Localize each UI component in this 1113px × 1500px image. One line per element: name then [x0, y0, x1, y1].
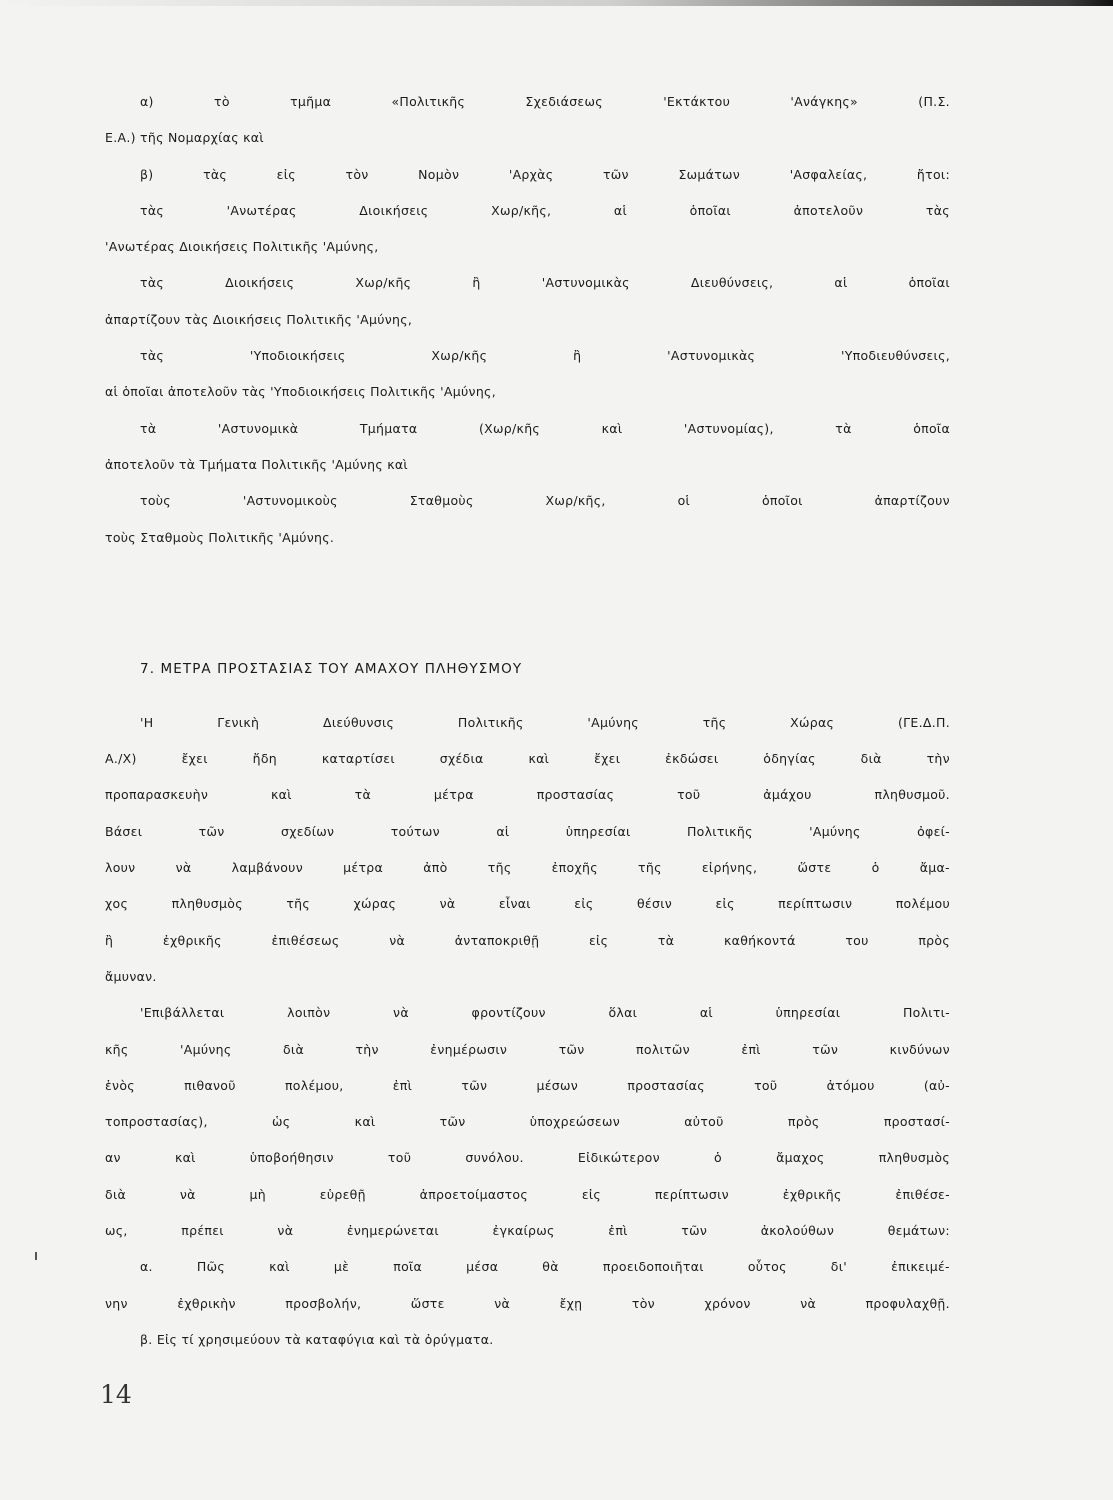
scan-mark: [35, 1252, 37, 1260]
text-line: ἢ ἐχθρικῆς ἐπιθέσεως νὰ ἀνταποκριθῇ εἰς τὰ καθήκοντά του πρὸς: [105, 932, 950, 948]
text-line: διὰ νὰ μὴ εὑρεθῇ ἀπροετοίμαστος εἰς περίπτωσιν ἐχθρικῆς ἐπιθέσε-: [105, 1186, 950, 1202]
text-line: α) τὸ τμῆμα «Πολιτικῆς Σχεδιάσεως 'Εκτάκτου 'Ανάγκης» (Π.Σ.: [140, 94, 950, 109]
list-item-a: α. Πῶς καὶ μὲ ποῖα μέσα θὰ προειδοποιῆται οὗτος δι' ἐπικειμέ-: [140, 1259, 950, 1275]
text-line: τοὺς Σταθμοὺς Πολιτικῆς 'Αμύνης.: [105, 529, 335, 545]
text-line: αν καὶ ὑποβοήθησιν τοῦ συνόλου. Εἰδικώτερον ὁ ἄμαχος πληθυσμὸς: [105, 1150, 950, 1166]
text-line: προπαρασκευὴν καὶ τὰ μέτρα προστασίας τοῦ ἀμάχου πληθυσμοῦ.: [105, 787, 950, 803]
text-line: τὰς Διοικήσεις Χωρ/κῆς ἢ 'Αστυνομικὰς Διευθύνσεις, αἱ ὁποῖαι: [140, 275, 950, 291]
text-line: τὰς 'Υποδιοικήσεις Χωρ/κῆς ἢ 'Αστυνομικὰς 'Υποδιευθύνσεις,: [140, 348, 950, 364]
text-line: τὰς 'Ανωτέρας Διοικήσεις Χωρ/κῆς, αἱ ὁποῖαι ἀποτελοῦν τὰς: [140, 202, 950, 218]
text-line: τὰ 'Αστυνομικὰ Τμήματα (Χωρ/κῆς καὶ 'Αστυνομίας), τὰ ὁποῖα: [140, 420, 950, 436]
text-line: β) τὰς εἰς τὸν Νομὸν 'Αρχὰς τῶν Σωμάτων 'Ασφαλείας, ἤτοι:: [140, 166, 950, 182]
text-line: αἱ ὁποῖαι ἀποτελοῦν τὰς 'Υποδιοικήσεις Πολιτικῆς 'Αμύνης,: [105, 384, 496, 400]
text-line: ἀπαρτίζουν τὰς Διοικήσεις Πολιτικῆς 'Αμύνης,: [105, 311, 413, 327]
text-line: χος πληθυσμὸς τῆς χώρας νὰ εἶναι εἰς θέσιν εἰς περίπτωσιν πολέμου: [105, 896, 950, 912]
scan-edge: [0, 0, 1113, 6]
paragraph-obligations: [105, 995, 950, 1358]
text-line: ως, πρέπει νὰ ἐνημερώνεται ἐγκαίρως ἐπὶ τῶν ἀκολούθων θεμάτων:: [105, 1223, 950, 1239]
text-line: τοπροστασίας), ὡς καὶ τῶν ὑποχρεώσεων αὐτοῦ πρὸς προστασί-: [105, 1114, 950, 1130]
text-line: 'Ανωτέρας Διοικήσεις Πολιτικῆς 'Αμύνης,: [105, 239, 379, 255]
list-item-b: β. Εἰς τί χρησιμεύουν τὰ καταφύγια καὶ τὰ ὀρύγματα.: [140, 1331, 494, 1347]
text-line: ἑνὸς πιθανοῦ πολέμου, ἐπὶ τῶν μέσων προστασίας τοῦ ἀτόμου (αὐ-: [105, 1077, 950, 1093]
text-line: Ε.Α.) τῆς Νομαρχίας καὶ: [105, 130, 264, 146]
text-line: τοὺς 'Αστυνομικοὺς Σταθμοὺς Χωρ/κῆς, οἱ ὁποῖοι ἀπαρτίζουν: [140, 493, 950, 509]
text-line: 'Η Γενικὴ Διεύθυνσις Πολιτικῆς 'Αμύνης τῆς Χώρας (ΓΕ.Δ.Π.: [140, 714, 950, 730]
text-line: ἀποτελοῦν τὰ Τμήματα Πολιτικῆς 'Αμύνης καὶ: [105, 456, 408, 472]
text-line: Βάσει τῶν σχεδίων τούτων αἱ ὑπηρεσίαι Πολιτικῆς 'Αμύνης ὀφεί-: [105, 823, 950, 839]
text-line: νην ἐχθρικὴν προσβολήν, ὥστε νὰ ἔχῃ τὸν χρόνον νὰ προφυλαχθῇ.: [105, 1295, 950, 1311]
text-line: Α./Χ) ἔχει ἤδη καταρτίσει σχέδια καὶ ἔχει ἐκδώσει ὁδηγίας διὰ τὴν: [105, 751, 950, 767]
paragraph-general-directorate: [105, 705, 950, 995]
page-body: [105, 84, 950, 1358]
text-line: ἄμυναν.: [105, 968, 157, 984]
text-line: κῆς 'Αμύνης διὰ τὴν ἐνημέρωσιν τῶν πολιτῶν ἐπὶ τῶν κινδύνων: [105, 1041, 950, 1057]
text-line: λουν νὰ λαμβάνουν μέτρα ἀπὸ τῆς ἐποχῆς τῆς εἰρήνης, ὥστε ὁ ἄμα-: [105, 860, 950, 876]
page-number: 14: [100, 1380, 132, 1409]
paragraph-authorities: [105, 84, 950, 556]
section-heading: 7. ΜΕΤΡΑ ΠΡΟΣΤΑΣΙΑΣ ΤΟΥ ΑΜΑΧΟΥ ΠΛΗΘΥΣΜΟΥ: [140, 660, 523, 677]
text-line: 'Επιβάλλεται λοιπὸν νὰ φροντίζουν ὅλαι αἱ ὑπηρεσίαι Πολιτι-: [140, 1005, 950, 1021]
